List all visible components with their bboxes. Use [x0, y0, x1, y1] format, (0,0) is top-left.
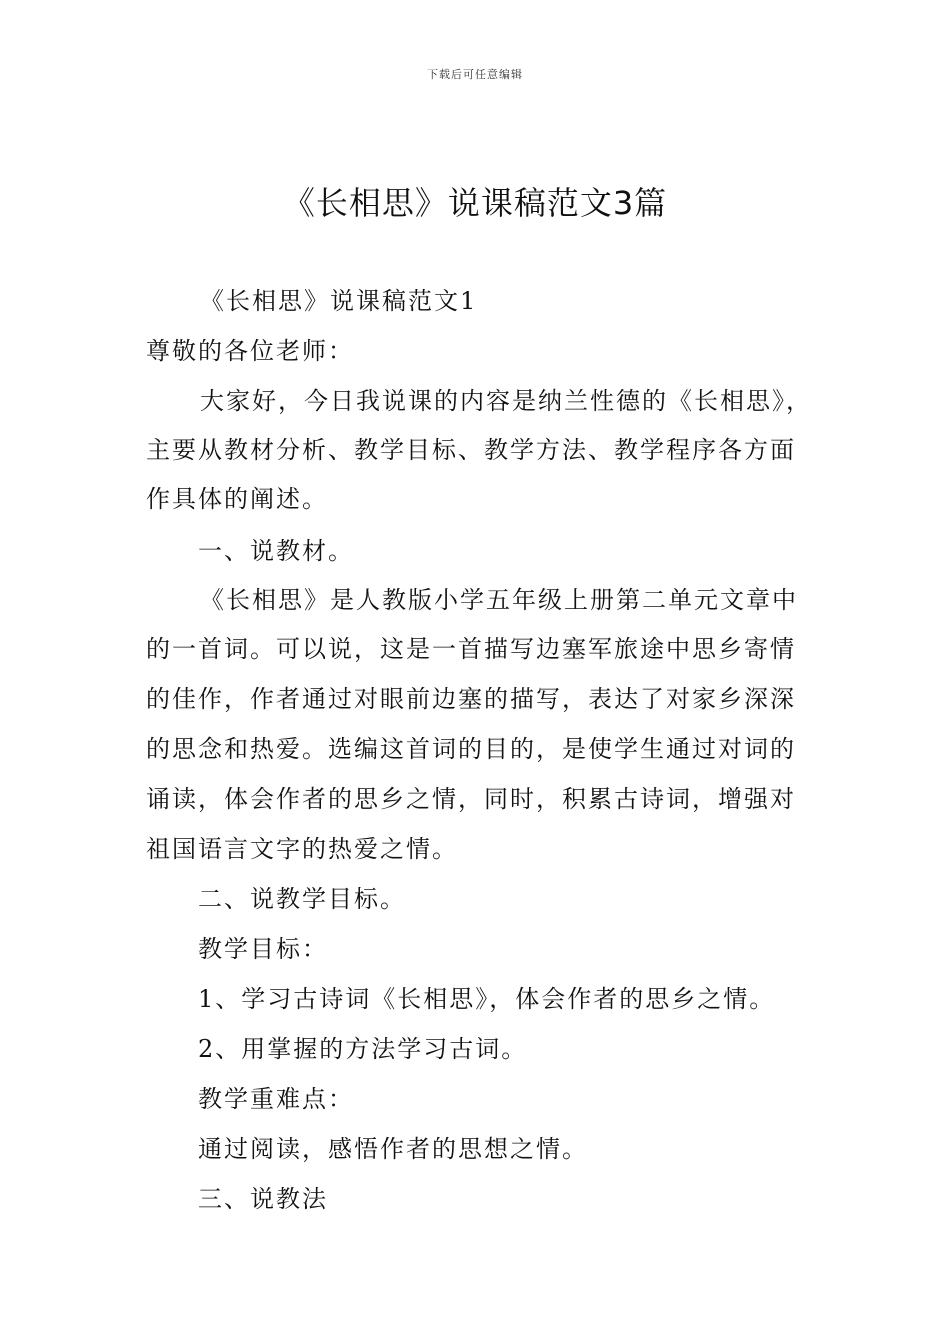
paragraph-line: 作具体的阐述。 — [146, 485, 328, 513]
section-heading: 三、说教法 — [198, 1185, 328, 1213]
paragraph-line: 的佳作，作者通过对眼前边塞的描写，表达了对家乡深深 — [146, 685, 796, 713]
paragraph-line: 的一首词。可以说，这是一首描写边塞军旅途中思乡寄情 — [146, 635, 796, 663]
page-header-note: 下载后可任意编辑 — [427, 68, 523, 81]
paragraph-line: 祖国语言文字的热爱之情。 — [146, 835, 458, 863]
paragraph-line: 通过阅读，感悟作者的思想之情。 — [198, 1135, 588, 1163]
paragraph-line: 《长相思》是人教版小学五年级上册第二单元文章中 — [200, 586, 798, 614]
paragraph-line: 主要从教材分析、教学目标、教学方法、教学程序各方面 — [146, 436, 796, 464]
list-item: 1、学习古诗词《长相思》，体会作者的思乡之情。 — [198, 985, 776, 1013]
paragraph-line: 的思念和热爱。选编这首词的目的，是使学生通过对词的 — [146, 735, 796, 763]
document-title: 《长相思》说课稿范文3篇 — [282, 184, 668, 222]
paragraph-line: 大家好，今日我说课的内容是纳兰性德的《长相思》， — [200, 387, 812, 415]
section-heading: 《长相思》说课稿范文1 — [200, 287, 478, 315]
section-heading: 一、说教材。 — [198, 537, 354, 565]
paragraph-line: 诵读，体会作者的思乡之情，同时，积累古诗词，增强对 — [146, 785, 796, 813]
salutation: 尊敬的各位老师： — [146, 337, 354, 365]
subheading: 教学重难点： — [198, 1085, 354, 1113]
section-heading: 二、说教学目标。 — [198, 885, 406, 913]
list-item: 2、用掌握的方法学习古词。 — [198, 1035, 528, 1063]
subheading: 教学目标： — [198, 935, 328, 963]
